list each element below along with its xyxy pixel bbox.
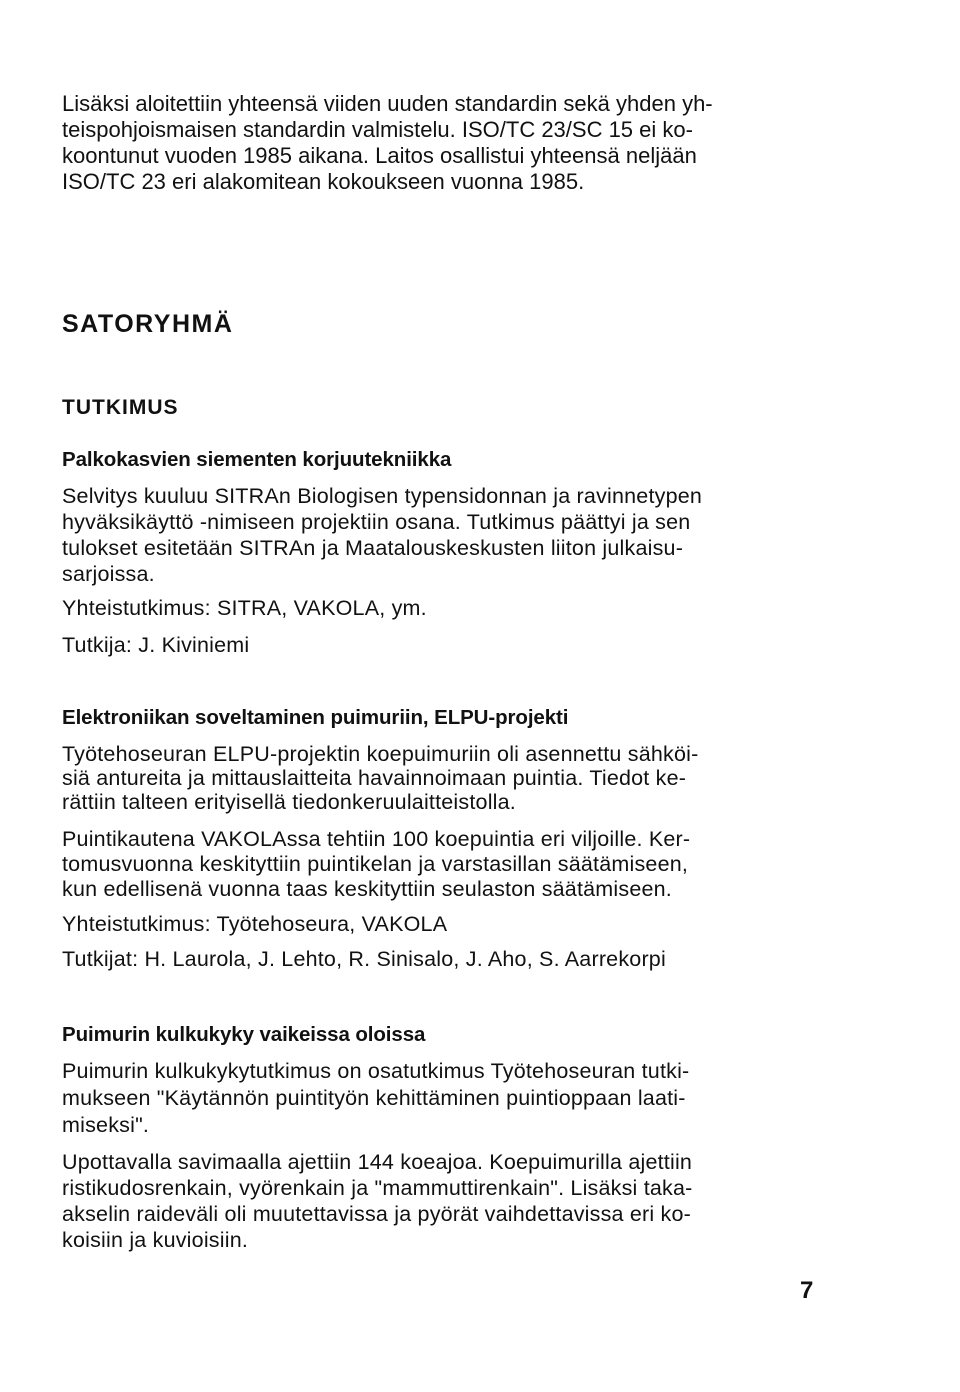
paragraph-line: Selvitys kuuluu SITRAn Biologisen typensidonnan ja ravinnetypen	[62, 484, 703, 508]
paragraph-line: mukseen "Käytännön puintityön kehittäminen puintioppaan laati-	[62, 1086, 686, 1110]
paragraph-line: tulokset esitetään SITRAn ja Maatalouskeskusten liiton julkaisu-	[62, 536, 684, 560]
paragraph-line: akselin raideväli oli muutettavissa ja pyörät vaihdettavissa eri ko-	[62, 1202, 692, 1226]
paragraph-line: Työtehoseuran ELPU-projektin koepuimuriin oli asennettu sähköi-	[62, 742, 699, 766]
collaboration-line: Yhteistutkimus: SITRA, VAKOLA, ym.	[62, 596, 427, 620]
paragraph-line: ristikudosrenkain, vyörenkain ja "mammuttirenkain". Lisäksi taka-	[62, 1176, 693, 1200]
collaboration-line: Yhteistutkimus: Työtehoseura, VAKOLA	[62, 912, 448, 936]
paragraph-line: miseksi".	[62, 1113, 150, 1137]
researchers-line: Tutkija: J. Kiviniemi	[62, 633, 250, 657]
project-heading: Puimurin kulkukyky vaikeissa oloissa	[62, 1023, 426, 1046]
paragraph-line: Puintikautena VAKOLAssa tehtiin 100 koepuintia eri viljoille. Ker-	[62, 827, 691, 851]
paragraph-line: koisiin ja kuvioisiin.	[62, 1228, 249, 1252]
paragraph-line: Upottavalla savimaalla ajettiin 144 koeajoa. Koepuimurilla ajettiin	[62, 1150, 693, 1174]
paragraph-line: kun edellisenä vuonna taas keskityttiin seulaston säätämiseen.	[62, 877, 672, 901]
project-heading: Elektroniikan soveltaminen puimuriin, ELPU-projekti	[62, 706, 569, 729]
subsection-title: TUTKIMUS	[62, 396, 179, 419]
intro-line: ISO/TC 23 eri alakomitean kokoukseen vuonna 1985.	[62, 169, 585, 194]
paragraph-line: hyväksikäyttö -nimiseen projektiin osana. Tutkimus päättyi ja sen	[62, 510, 691, 534]
paragraph-line: Puimurin kulkukykytutkimus on osatutkimus Työtehoseuran tutki-	[62, 1059, 690, 1083]
intro-line: Lisäksi aloitettiin yhteensä viiden uuden standardin sekä yhden yh-	[62, 91, 713, 116]
intro-line: koontunut vuoden 1985 aikana. Laitos osallistui yhteensä neljään	[62, 143, 697, 168]
paragraph-line: tomusvuonna keskityttiin puintikelan ja varstasillan säätämiseen,	[62, 852, 689, 876]
section-title: SATORYHMÄ	[62, 310, 234, 338]
researchers-line: Tutkijat: H. Laurola, J. Lehto, R. Sinisalo, J. Aho, S. Aarrekorpi	[62, 947, 666, 971]
paragraph-line: rättiin talteen erityisellä tiedonkeruulaitteistolla.	[62, 790, 516, 814]
project-heading: Palkokasvien siementen korjuutekniikka	[62, 448, 452, 471]
page-number: 7	[800, 1277, 814, 1304]
paragraph-line: siä antureita ja mittauslaitteita havainnoimaan puintia. Tiedot ke-	[62, 766, 687, 790]
paragraph-line: sarjoissa.	[62, 562, 155, 586]
intro-line: teispohjoismaisen standardin valmistelu. ISO/TC 23/SC 15 ei ko-	[62, 117, 693, 142]
